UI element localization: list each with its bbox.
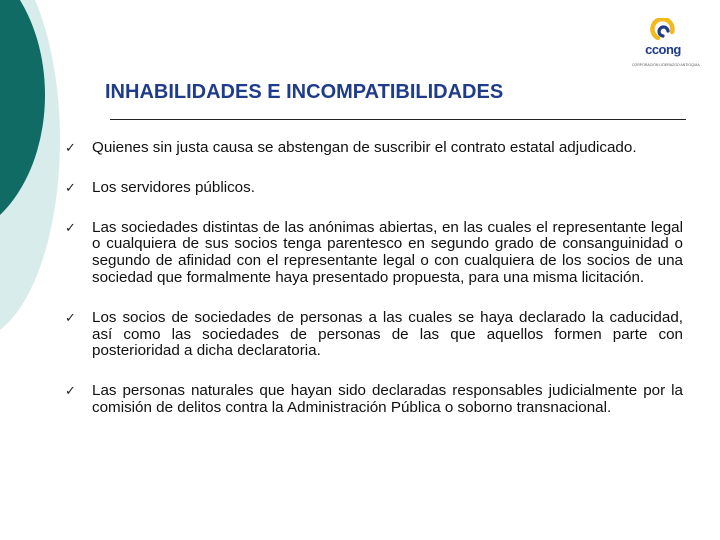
- bullet-text: Las personas naturales que hayan sido declaradas responsables judicialmente por la comisión de delitos contra la Administración Pública o soborno transnacional.: [92, 382, 683, 416]
- checkmark-icon: ✓: [65, 180, 76, 196]
- bullet-text: Las sociedades distintas de las anónimas abiertas, en las cuales el representante legal o cualquiera de sus socios tenga parentesco en segundo grado de consanguinidad o segundo de afinidad con el representante legal o con cualquiera de los socios de una sociedad que formalmente haya presentado propuesta, para una misma licitación.: [92, 218, 683, 286]
- ccong-logo: [632, 18, 700, 76]
- logo-name: ccong: [645, 42, 681, 57]
- list-item: [65, 310, 683, 360]
- checkmark-icon: ✓: [65, 384, 76, 400]
- checkmark-icon: ✓: [65, 220, 76, 236]
- list-item: [65, 383, 683, 417]
- bullet-text: Los servidores públicos.: [92, 178, 255, 196]
- logo-tagline: CORPORACIÓN LIDERAZGO ANTIOQUIA: [632, 63, 700, 67]
- checkmark-icon: ✓: [65, 141, 76, 156]
- list-item: [65, 220, 683, 287]
- bullet-text: Quienes sin justa causa se abstengan de suscribir el contrato estatal adjudicado.: [92, 139, 637, 156]
- title-underline: [110, 119, 686, 120]
- checkmark-icon: ✓: [65, 310, 76, 326]
- list-item: [65, 140, 683, 157]
- list-item: [65, 180, 683, 197]
- bullet-text: Los socios de sociedades de personas a las cuales se haya declarado la caducidad, así como las sociedades de personas de las que aquellos formen parte con posterioridad a dicha declaratoria.: [92, 308, 683, 360]
- slide-title: INHABILIDADES E INCOMPATIBILIDADES: [105, 81, 504, 103]
- bullet-list: [65, 140, 683, 417]
